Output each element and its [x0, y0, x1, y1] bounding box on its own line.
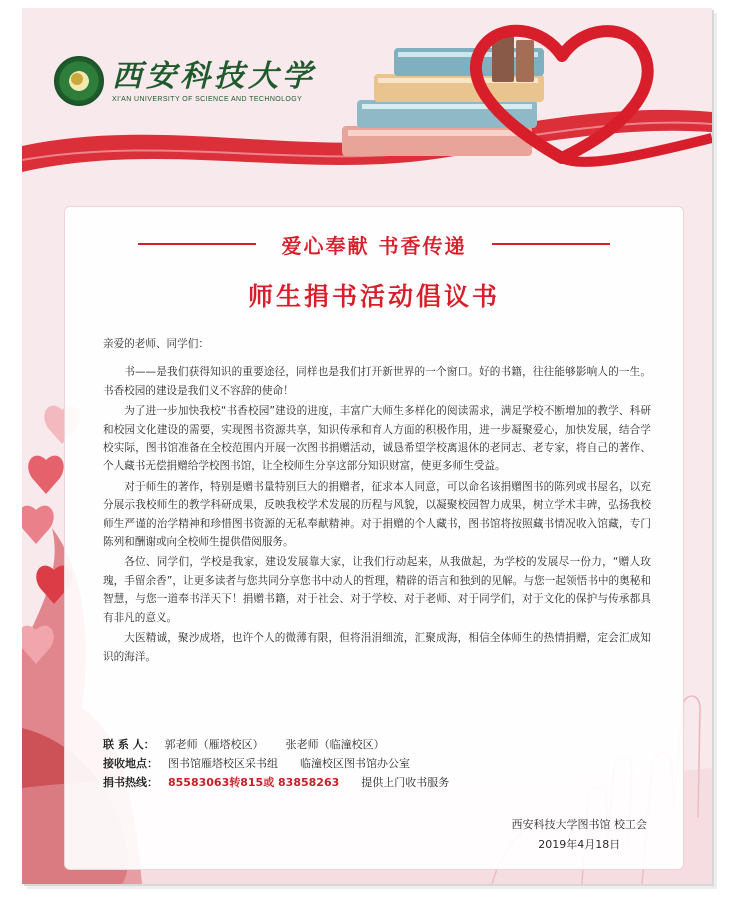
- letter-title: 师生捐书活动倡议书: [247, 282, 500, 311]
- poster-sheet: [22, 8, 712, 884]
- paragraph: 各位、同学们，学校是我家，建设发展靠大家，让我们行动起来，从我做起，为学校的发展尽一份力，“赠人玫瑰，手留余香”，让更多读者与您共同分享您书中动人的哲理，精辟的语言和独到的见解。与您一起领悟书中的奥秘和智慧，与您一道奉书洋天下！捐赠书籍，对于社会、对于学校、对于老师、对于同学们，对于文化的保护与传承都具有非凡的意义。: [103, 556, 651, 624]
- university-logo: [54, 56, 316, 106]
- contact-person-label: 联 系 人：: [103, 738, 155, 751]
- signature-date: 2019年4月18日: [538, 838, 621, 851]
- hotline-numbers: 85583063转815或 83858263: [168, 776, 340, 789]
- contact-person-2: 张老师（临潼校区）: [285, 738, 385, 751]
- slogan: 爱心奉献 书香传递: [281, 233, 467, 258]
- signature-org: 西安科技大学图书馆 校工会: [511, 818, 647, 831]
- signature-block: [512, 815, 648, 855]
- letter-body: [103, 335, 651, 668]
- school-name-en: XI'AN UNIVERSITY OF SCIENCE AND TECHNOLOGY: [112, 95, 303, 103]
- contact-person-1: 郭老师（雁塔校区）: [164, 738, 264, 751]
- university-seal-icon: [54, 56, 104, 106]
- paragraph: 对于师生的著作，特别是赠书量特别巨大的捐赠者，征求本人同意，可以命名该捐赠图书的陈列或书屋名，以充分展示我校师生的教学科研成果，反映我校学术发展的历程与风貌，以凝聚校园智力成果，树立学术丰碑，弘扬我校师生严谨的治学精神和珍惜图书资源的无私奉献精神。对于捐赠的个人藏书，图书馆将按照藏书情况收入馆藏，专门陈列和酬谢或向全校师生提供借阅服务。: [103, 480, 651, 549]
- contact-block: [103, 735, 663, 792]
- slogan-line-right: [492, 243, 610, 245]
- contact-person-row: [103, 735, 663, 754]
- slogan-line-left: [138, 243, 256, 245]
- receive-place-label: 接收地点：: [103, 757, 158, 770]
- pickup-service: 提供上门收书服务: [361, 776, 450, 789]
- receive-place-1: 图书馆雁塔校区采书组: [168, 757, 278, 770]
- greeting: 亲爱的老师、同学们：: [103, 338, 209, 350]
- paragraph: 为了进一步加快我校“书香校园”建设的进度，丰富广大师生多样化的阅读需求，满足学校不断增加的教学、科研和校园文化建设的需要，实现图书资源共享，知识传承和育人方面的积极作用，进一步凝聚爱心，加快发展，结合学校实际，图书馆准备在全校范围内开展一次图书捐赠活动，诚恳希望学校离退休的老同志、老专家，将自己的著作、个人藏书无偿捐赠给学校图书馆，让全校师生分享这部分知识财富，使更多师生受益。: [103, 405, 651, 473]
- hotline-label: 捐书热线：: [103, 776, 158, 789]
- paragraph: 大医精诚，聚沙成塔，也许个人的微薄有限，但将涓涓细流，汇聚成海，相信全体师生的热情捐赠，定会汇成知识的海洋。: [103, 632, 651, 663]
- receive-place-row: [103, 754, 663, 773]
- receive-place-2: 临潼校区图书馆办公室: [300, 757, 410, 770]
- letter-card: [64, 206, 684, 870]
- school-name: 西安科技大学: [112, 58, 316, 94]
- book-stack-icon: [342, 36, 544, 156]
- hotline-row: [103, 773, 663, 792]
- slogan-row: [65, 229, 683, 259]
- paragraph: 书——是我们获得知识的重要途径，同样也是我们打开新世界的一个窗口。好的书籍，往往能够影响人的一生。书香校园的建设是我们义不容辞的使命！: [103, 366, 651, 397]
